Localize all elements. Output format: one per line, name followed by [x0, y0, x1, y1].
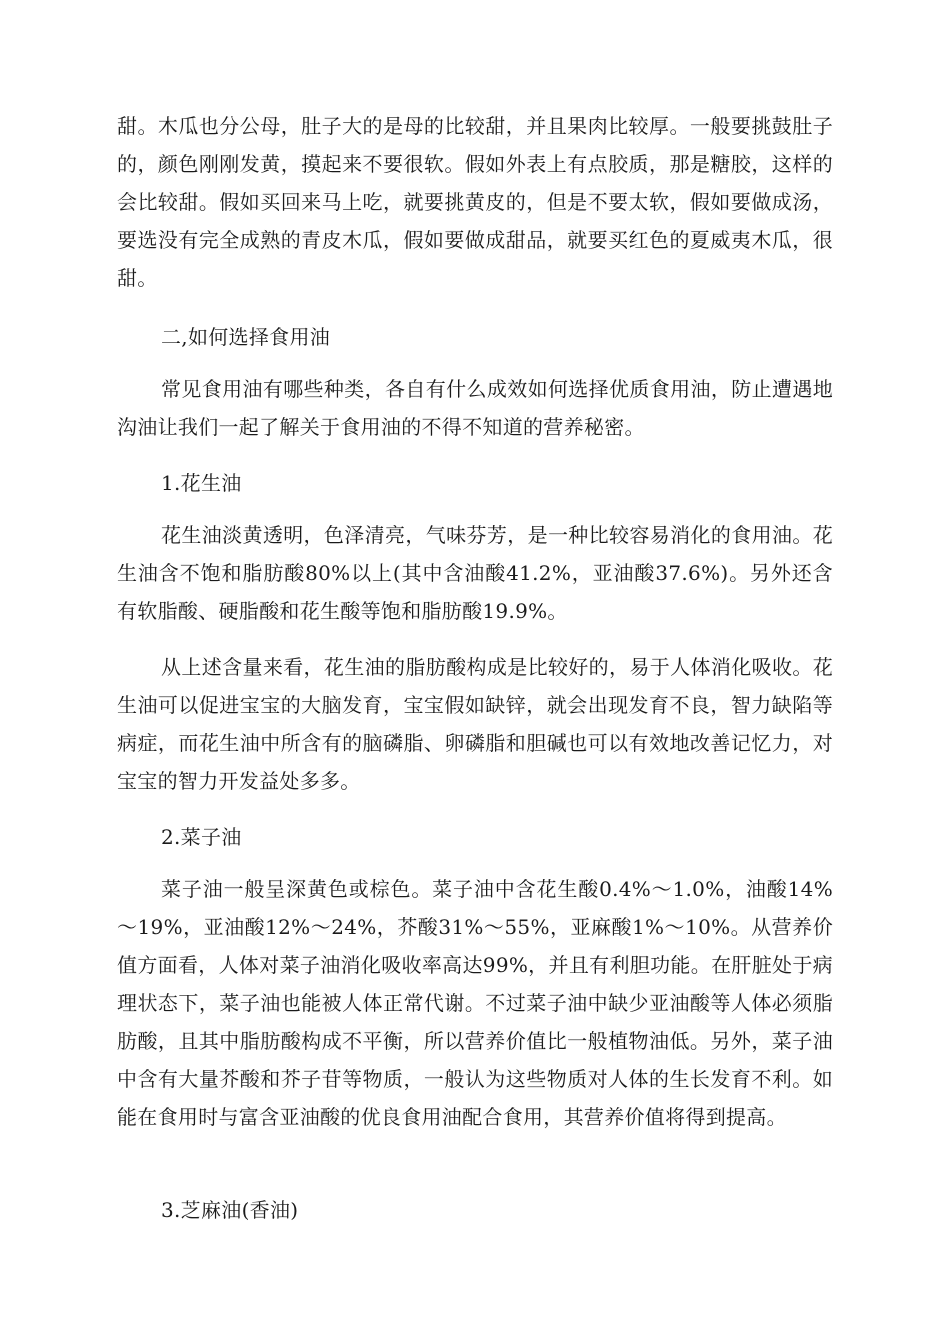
heading-peanut-oil: 1.花生油 [161, 471, 242, 495]
heading-sesame-oil: 3.芝麻油(香油) [161, 1198, 299, 1222]
paragraph-cooking-oil-intro: 常见食用油有哪些种类，各自有什么成效如何选择优质食用油，防止遭遇地沟油让我们一起了解关于食用油的不得不知道的营养秘密。 [117, 377, 833, 439]
paragraph-peanut-oil-composition: 花生油淡黄透明，色泽清亮，气味芬芳，是一种比较容易消化的食用油。花生油含不饱和脂肪酸80%以上(其中含油酸41.2%，亚油酸37.6%)。另外还含有软脂酸、硬脂酸和花生酸等饱和脂肪酸19.9%。 [117, 523, 833, 623]
paragraph-papaya-continued: 甜。木瓜也分公母，肚子大的是母的比较甜，并且果肉比较厚。一般要挑鼓肚子的，颜色刚刚发黄，摸起来不要很软。假如外表上有点胶质，那是糖胶，这样的会比较甜。假如买回来马上吃，就要挑黄皮的，但是不要太软，假如要做成汤，要选没有完全成熟的青皮木瓜，假如要做成甜品，就要买红色的夏威夷木瓜，很甜。 [117, 114, 833, 290]
paragraph-peanut-oil-benefits: 从上述含量来看，花生油的脂肪酸构成是比较好的，易于人体消化吸收。花生油可以促进宝宝的大脑发育，宝宝假如缺锌，就会出现发育不良，智力缺陷等病症，而花生油中所含有的脑磷脂、卵磷脂和胆碱也可以有效地改善记忆力，对宝宝的智力开发益处多多。 [117, 655, 833, 793]
paragraph-rapeseed-oil: 菜子油一般呈深黄色或棕色。菜子油中含花生酸0.4%～1.0%，油酸14%～19%，亚油酸12%～24%，芥酸31%～55%，亚麻酸1%～10%。从营养价值方面看，人体对菜子油消化吸收率高达99%，并且有利胆功能。在肝脏处于病理状态下，菜子油也能被人体正常代谢。不过菜子油中缺少亚油酸等人体必须脂肪酸，且其中脂肪酸构成不平衡，所以营养价值比一般植物油低。另外，菜子油中含有大量芥酸和芥子苷等物质，一般认为这些物质对人体的生长发育不利。如能在食用时与富含亚油酸的优良食用油配合食用，其营养价值将得到提高。 [117, 877, 833, 1129]
section-title-cooking-oil: 二,如何选择食用油 [161, 325, 331, 349]
heading-rapeseed-oil: 2.菜子油 [161, 825, 242, 849]
